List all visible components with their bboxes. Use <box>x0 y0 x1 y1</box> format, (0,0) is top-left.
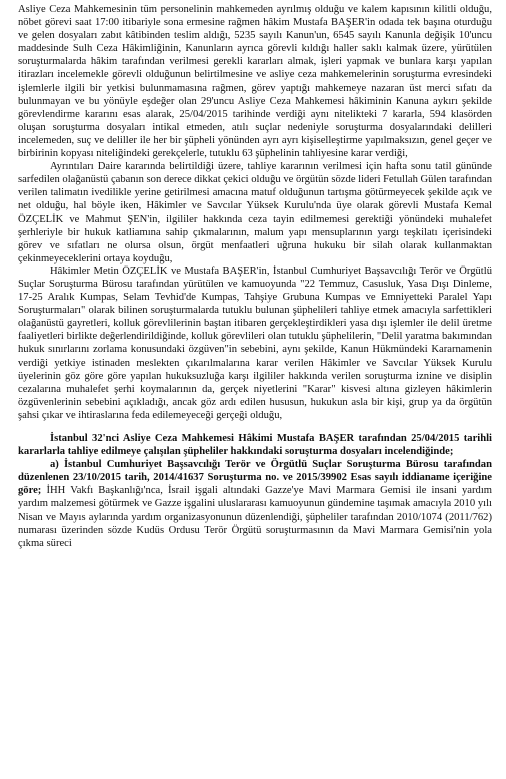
paragraph-3: Hâkimler Metin ÖZÇELİK ve Mustafa BAŞER'in, İstanbul Cumhuriyet Başsavcılığı Terör ve Örgütlü Suçlar Soruşturma Bürosu tarafından yürütülen ve kamuoyunda "22 Temmuz, Casusluk, Yasa Dışı Dinleme, 17-25 Aralık Kumpas, Selam Tevhid'de Kumpas, Tahşiye Grubuna Kumpas ve Emniyetteki Paralel Yapı Soruşturmaları" olarak bilinen soruşturmalarda tutuklu bulunan şüphelileri tahliye etmek amacıyla sarfettikleri olağanüstü gayretleri, kolluk görevlilerinin baştan itibaren gerçekleştirdikleri yasa dışı işlemler ile delil üretme faaliyetleri birlikte değerlendirildiğinde, kolluk görevlileri olan tutuklu şüphelilerin, "Delil yaratma bakımından hukuk sınırlarını zorlama konusundaki özgüven"in sebebini, aynı şekilde, Kanun Hükmündeki Kararnamenin verdiği yetkiye istinaden meslekten çıkarılmalarına karar verilen Hâkimler ve Savcılar Yüksek Kurulu üyelerinin göz göre göre yapılan hukuksuzluğa karşı ilgililer hakkında verilen soruşturma iznine ve disiplin cezalarına muhalefet şerhi koymalarının da, gerçek niyetlerini "Karar" kisvesi altına gizleyen hâkimlerin özgüvenlerinin sebebini açıkladığı, ancak göz ardı edilen hususun, hukukun asla bir kişi, grup ya da örgütün şahsi çıkar ve ihtiraslarına feda edilemeyeceği gerçeği olduğu, <box>18 265 492 421</box>
paragraph-5 <box>18 458 492 550</box>
paragraph-5-body: İHH Vakfı Başkanlığı'nca, İsrail işgali altındaki Gazze'ye Mavi Marmara Gemisi ile insani yardım yardım malzemesi götürmek ve Gazze işgalini uluslararası kamuoyunun gündemine taşımak amacıyla 2010 yılı Nisan ve Mayıs aylarında yardım organizasyonunun düzenlendiği, şüpheliler tarafından 2010/1074 (2011/762) numarası üzerinden sözde Kudüs Ordusu Terör Örgütü soruşturmasının da Mavi Marmara Gemisi'nin yola çıkma süreci <box>18 485 492 549</box>
paragraph-2: Ayrıntıları Daire kararında belirtildiği üzere, tahliye kararının verilmesi için hafta sonu tatil gününde sarfedilen olağanüstü çabanın son derece dikkat çekici olduğu ve örgütün sözde lideri Fetullah Gülen tarafından verilen talimatın ivedilikle yerine getirilmesi amacına matuf olduğunun tartışma götürmeyecek şekilde açık ve net olduğu, hal böyle iken, Hâkimler ve Savcılar Yüksek Kurulu'nda üye olarak görevli Mustafa Kemal ÖZÇELİK ve Mahmut ŞEN'in, ilgililer hakkında ceza tayin edilmemesi gerektiği yönündeki muhalefet şerhleriyle bir hukuk katliamına sahip çıkmalarının, malum yapı mensuplarının yargı teşkilatı içerisindeki görev ve sıfatları ne olursa olsun, örgüt menfaatleri uğruna hukuku bir silah olarak kullanmaktan çekinmeyeceklerini ortaya koyduğu, <box>18 161 493 264</box>
section-heading: İstanbul 32'nci Asliye Ceza Mahkemesi Hâkimi Mustafa BAŞER tarafından 25/04/2015 tarihli kararlarla tahliye edilmeye çalışılan şüpheliler hakkındaki soruşturma dosyaları incelendiğinde; <box>18 433 492 458</box>
paragraph-1: Asliye Ceza Mahkemesinin tüm personelinin mahkemeden ayrılmış olduğu ve kalem kapısının kilitli olduğu, nöbet görevi saat 17:00 itibariyle sona ermesine rağmen hâkim Mustafa BAŞER'in odada tek başına oturduğu ve gelen dosyaları zabıt kâtibinden teslim aldığı, 5235 sayılı Kanun'un, 6545 sayılı Kanunla değişik 10'uncu maddesinde Sulh Ceza Hâkimliğinin, Kanunların ayrıca görevli kıldığı haller saklı kalmak üzere, yürütülen soruşturmalarda hâkim tarafından verilmesi gerekli kararları almak, işleri yapmak ve bunlara karşı yapılan itirazları incelemekle görevli olduğunun belirtilmesine ve asliye ceza mahkemelerinin soruşturma evresindeki işlemlerle ilgili bir yetkisi bulunmamasına rağmen, görev yaptığı mahkemeye nazaran üst merci sıfatı da bulunmayan ve bu yönüyle eşdeğer olan 29'uncu Asliye Ceza Mahkemesi hâkiminin Kanuna aykırı şekilde görevlendirme kararını esas alarak, 25/04/2015 tarihinde verdiği aynı nitelikteki 7 kararla, 594 klasörden oluşan soruşturma dosyaları intikal etmeden, atılı suçlar nedeniyle soruşturma dosyalarındaki delilleri incelemeden, suç ve deliller ile her bir şüpheli yönünden ayrı ayrı kişiselleştirme yapılmaksızın, genel geçer ve birbirinin kopyası niteliğindeki gerekçelerle, tutuklu 63 şüphelinin tahliyesine karar verdiği, <box>18 4 492 160</box>
paragraph-5-lead: a) İstanbul Cumhuriyet Başsavcılığı Terör ve Örgütlü Suçlar Soruşturma Bürosu tarafından düzenlenen 23/10/2015 tarih, 2014/41637 Soruşturma no. ve 2015/39902 Esas sayılı iddianame içeriğine göre; <box>18 459 492 497</box>
